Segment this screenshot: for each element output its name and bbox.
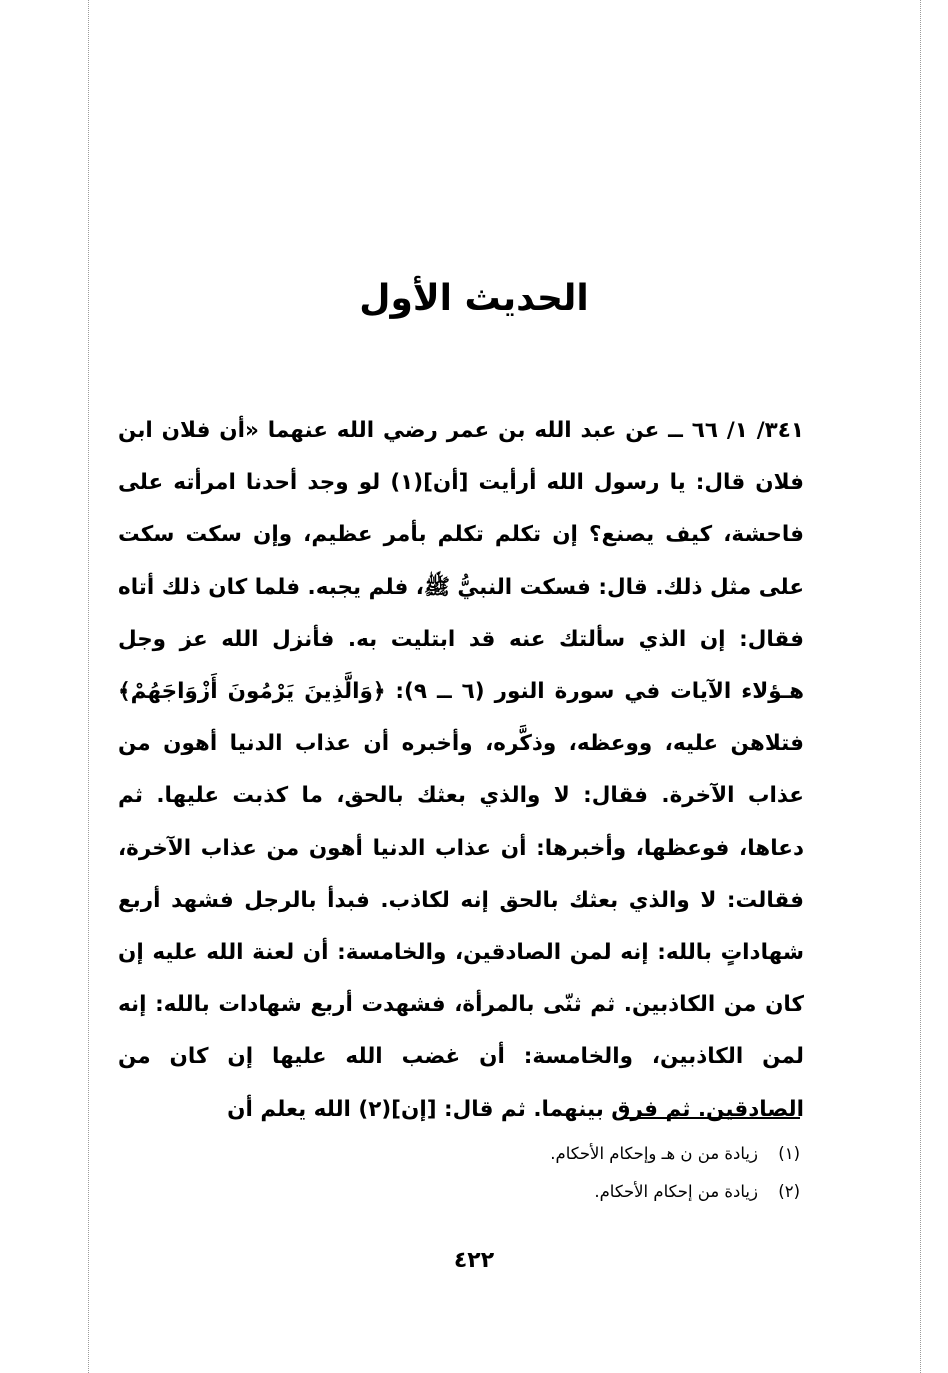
footnote-2 — [300, 1173, 800, 1211]
footnote-marker: (١) — [778, 1144, 800, 1163]
scan-guide-line-right — [920, 0, 921, 1373]
footnote-text: زيادة من ن هـ وإحكام الأحكام. — [550, 1144, 758, 1163]
footnotes — [300, 1135, 800, 1211]
scan-guide-line-left — [88, 0, 89, 1373]
chapter-heading: الحديث الأول — [359, 278, 589, 319]
footnote-marker: (٢) — [778, 1182, 800, 1201]
page-number: ٤٢٢ — [453, 1248, 495, 1273]
footnote-text: زيادة من إحكام الأحكام. — [594, 1182, 758, 1201]
footnote-1 — [300, 1135, 800, 1173]
hadith-text: ٣٤١/ ١/ ٦٦ ــ عن عبد الله بن عمر رضي الله عنهما «أن فلان ابن فلان قال: يا رسول الله أرأيت [أن](١) لو وجد أحدنا امرأته على فاحشة، كيف يصنع؟ إن تكلم تكلم بأمر عظيم، وإن سكت سكت على مثل ذلك. قال: فسكت النبيُّ ﷺ، فلم يجبه. فلما كان ذلك أتاه فقال: إن الذي سألتك عنه قد ابتليت به. فأنزل الله عز وجل هـؤلاء الآيات في سورة النور (٦ ــ ٩): ﴿وَالَّذِينَ يَرْمُونَ أَزْوَاجَهُمْ﴾ فتلاهن عليه، ووعظه، وذكَّره، وأخبره أن عذاب الدنيا أهون من عذاب الآخرة. فقال: لا والذي بعثك بالحق، ما كذبت عليها. ثم دعاها، فوعظها، وأخبرها: أن عذاب الدنيا أهون من عذاب الآخرة، فقالت: لا والذي بعثك بالحق إنه لكاذب. فبدأ بالرجل فشهد أربع شهاداتٍ بالله: إنه لمن الصادقين، والخامسة: أن لعنة الله عليه إن كان من الكاذبين. ثم ثنّى بالمرأة، فشهدت أربع شهادات بالله: إنه لمن الكاذبين، والخامسة: أن غضب الله عليها إن كان من الصادقين. ثم فرق بينهما. ثم قال: [إن](٢) الله يعلم أن — [118, 418, 805, 1122]
footnote-separator — [624, 1117, 800, 1119]
